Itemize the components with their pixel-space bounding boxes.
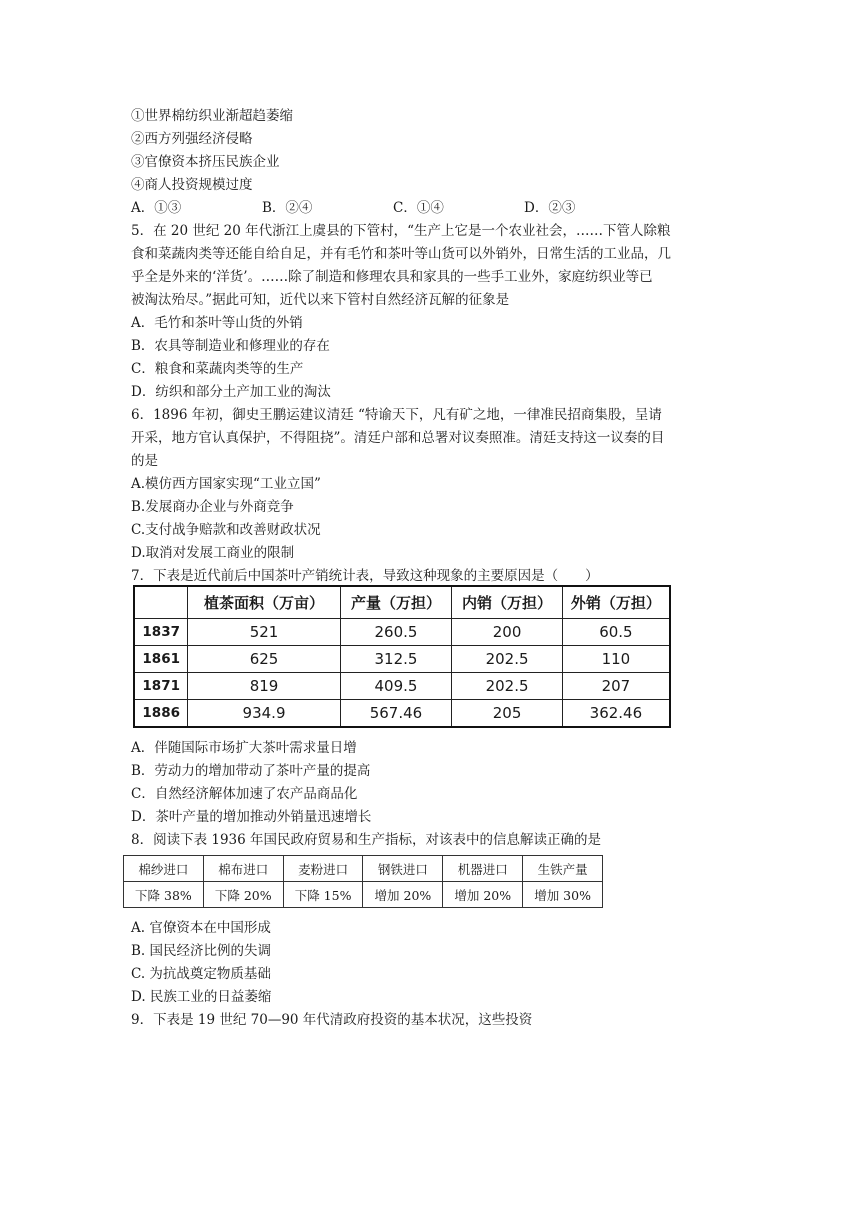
q6-choice: A.模仿西方国家实现“工业立国”: [131, 476, 321, 492]
q7-stem: 7．下表是近代前后中国茶叶产销统计表，导致这种现象的主要原因是（ ）: [131, 568, 599, 584]
table-cell: 60.5: [562, 618, 670, 645]
table-row: [134, 645, 670, 672]
table-cell: 增加 20%: [363, 882, 443, 908]
table-cell: 567.46: [340, 699, 452, 727]
table-cell: 1837: [134, 618, 188, 645]
table-cell: 207: [562, 672, 670, 699]
q6-stem-line: 开采，地方官认真保护，不得阻挠”。清廷户部和总署对议奏照准。清廷支持这一议奏的目: [131, 430, 665, 446]
q8-choice: B. 国民经济比例的失调: [131, 943, 272, 959]
table-cell: 1871: [134, 672, 188, 699]
q7-choice: B．劳动力的增加带动了茶叶产量的提高: [131, 763, 371, 779]
q8-stem: 8．阅读下表 1936 年国民政府贸易和生产指标，对该表中的信息解读正确的是: [131, 832, 602, 848]
q6-stem-line: 6．1896 年初，御史王鹏运建议清廷 “特谕天下，凡有矿之地，一律准民招商集股，呈请: [131, 407, 662, 423]
table-cell: 362.46: [562, 699, 670, 727]
q8-choice: C. 为抗战奠定物质基础: [131, 966, 271, 982]
q9-stem: 9．下表是 19 世纪 70—90 年代清政府投资的基本状况，这些投资: [131, 1012, 533, 1028]
choice-d: D．②③: [524, 200, 576, 216]
q6-stem-line: 的是: [131, 453, 158, 469]
table-header-cell: 棉布进口: [203, 856, 283, 882]
table-cell: 增加 20%: [443, 882, 523, 908]
q5-choice: B．农具等制造业和修理业的存在: [131, 338, 330, 354]
table-cell: 521: [188, 618, 340, 645]
table-cell: 205: [452, 699, 563, 727]
table-header-cell: 植茶面积（万亩）: [188, 586, 340, 618]
table-cell: 1861: [134, 645, 188, 672]
table-header-cell: 钢铁进口: [363, 856, 443, 882]
table-cell: 202.5: [452, 645, 563, 672]
table-row: [134, 618, 670, 645]
choice-b: B．②④: [262, 200, 313, 216]
table-cell: 增加 30%: [523, 882, 603, 908]
q5-stem-line: 乎全是外来的‘洋货’。……除了制造和修理农具和家具的一些手工业外，家庭纺织业等已: [131, 269, 653, 285]
table-cell: 625: [188, 645, 340, 672]
table-header-row: [134, 586, 670, 618]
trade-indicator-table: [123, 855, 603, 908]
table-row: [124, 882, 603, 908]
table-header-row: [124, 856, 603, 882]
choice-c: C．①④: [393, 200, 444, 216]
table-cell: 下降 38%: [124, 882, 204, 908]
table-cell: 下降 20%: [203, 882, 283, 908]
table-cell: 200: [452, 618, 563, 645]
choice-a: A．①③: [131, 200, 182, 216]
option-item: ②西方列强经济侵略: [131, 131, 253, 147]
q5-choice: C．粮食和菜蔬肉类等的生产: [131, 361, 304, 377]
q5-stem-line: 食和菜蔬肉类等还能自给自足，并有毛竹和茶叶等山货可以外销外，日常生活的工业品，几: [131, 246, 671, 262]
q7-choice: A．伴随国际市场扩大茶叶需求量日增: [131, 740, 357, 756]
table-cell: 1886: [134, 699, 188, 727]
table-cell: 409.5: [340, 672, 452, 699]
table-cell: 312.5: [340, 645, 452, 672]
table-header-cell: [134, 586, 188, 618]
table-cell: 下降 15%: [283, 882, 363, 908]
table-cell: 819: [188, 672, 340, 699]
tea-statistics-table: [133, 585, 671, 728]
q5-choice: D．纺织和部分土产加工业的淘汰: [131, 384, 331, 400]
table-row: [134, 699, 670, 727]
option-item: ③官僚资本挤压民族企业: [131, 154, 280, 170]
q5-choice: A．毛竹和茶叶等山货的外销: [131, 315, 303, 331]
table-cell: 110: [562, 645, 670, 672]
option-item: ①世界棉纺织业渐超趋萎缩: [131, 108, 293, 124]
q6-choice: B.发展商办企业与外商竞争: [131, 499, 294, 515]
q6-choice: D.取消对发展工商业的限制: [131, 545, 295, 561]
option-item: ④商人投资规模过度: [131, 177, 253, 193]
table-header-cell: 外销（万担）: [562, 586, 670, 618]
table-header-cell: 机器进口: [443, 856, 523, 882]
table-header-cell: 生铁产量: [523, 856, 603, 882]
table-header-cell: 产量（万担）: [340, 586, 452, 618]
table-cell: 934.9: [188, 699, 340, 727]
q5-stem-line: 5．在 20 世纪 20 年代浙江上虞县的下管村，“生产上它是一个农业社会，……下管人除粮: [131, 223, 671, 239]
q6-choice: C.支付战争赔款和改善财政状况: [131, 522, 321, 538]
q8-choice: D. 民族工业的日益萎缩: [131, 989, 272, 1005]
q7-choice: D．茶叶产量的增加推动外销量迅速增长: [131, 809, 372, 825]
table-header-cell: 内销（万担）: [452, 586, 563, 618]
table-row: [134, 672, 670, 699]
table-header-cell: 麦粉进口: [283, 856, 363, 882]
q4-choices: [131, 197, 655, 219]
q8-choice: A. 官僚资本在中国形成: [131, 920, 271, 936]
table-header-cell: 棉纱进口: [124, 856, 204, 882]
table-cell: 260.5: [340, 618, 452, 645]
q5-stem-line: 被淘汰殆尽。”据此可知，近代以来下管村自然经济瓦解的征象是: [131, 292, 510, 308]
q7-choice: C．自然经济解体加速了农产品商品化: [131, 786, 358, 802]
table-cell: 202.5: [452, 672, 563, 699]
